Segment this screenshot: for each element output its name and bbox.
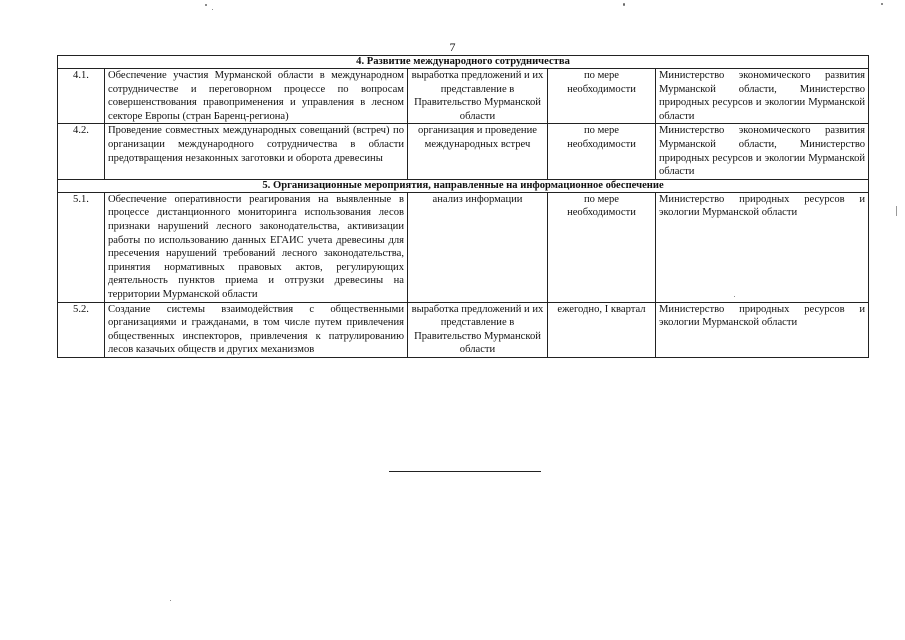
end-of-document-line [389, 471, 541, 472]
scan-speck [734, 296, 735, 297]
scan-speck [896, 206, 897, 216]
row-responsible: Министерство экономического развития Мурманской области, Министерство природных ресурсов и экологии Мурманской области [656, 124, 869, 179]
row-description: Обеспечение участия Мурманской области в международном сотрудничестве и переговорном процессе по вопросам совершенствования правоприменения и управления в лесном секторе Европы (стран Баренц-региона) [105, 69, 408, 124]
row-result: анализ информации [408, 192, 548, 302]
section-header-row [58, 179, 869, 192]
table-row [58, 69, 869, 124]
scan-speck [881, 3, 883, 5]
scan-speck [212, 9, 213, 10]
page-number: 7 [449, 40, 456, 54]
row-deadline: по мере необходимости [548, 192, 656, 302]
section-header-row [58, 56, 869, 69]
row-number: 4.1. [58, 69, 105, 124]
row-responsible: Министерство природных ресурсов и экологии Мурманской области [656, 192, 869, 302]
row-deadline: ежегодно, I квартал [548, 302, 656, 357]
row-result: выработка предложений и их представление в Правительство Мурманской области [408, 69, 548, 124]
row-number: 5.1. [58, 192, 105, 302]
row-result: выработка предложений и их представление в Правительство Мурманской области [408, 302, 548, 357]
row-result: организация и проведение международных встреч [408, 124, 548, 179]
row-deadline: по мере необходимости [548, 124, 656, 179]
measures-table [57, 55, 869, 358]
row-description: Проведение совместных международных совещаний (встреч) по организации международного сотрудничества в области предотвращения незаконных заготовки и оборота древесины [105, 124, 408, 179]
scan-speck [205, 4, 207, 6]
row-description: Создание системы взаимодействия с общественными организациями и гражданами, в том числе путем привлечения общественных инспекторов, привлечения к патрулированию лесов казачьих обществ и других механизмов [105, 302, 408, 357]
row-responsible: Министерство экономического развития Мурманской области, Министерство природных ресурсов и экологии Мурманской области [656, 69, 869, 124]
row-number: 5.2. [58, 302, 105, 357]
scan-speck [170, 600, 171, 601]
table-row [58, 302, 869, 357]
table-row [58, 192, 869, 302]
row-description: Обеспечение оперативности реагирования на выявленные в процессе дистанционного мониторинга использования лесов признаки нарушений лесного законодательства, активизации работы по использованию данных ЕГАИС учета древесины для пресечения нарушений требований лесного законодательства, принятия нормативных правовых актов, регулирующих деятельность пунктов приема и отгрузки древесины на территории Мурманской области [105, 192, 408, 302]
row-number: 4.2. [58, 124, 105, 179]
row-deadline: по мере необходимости [548, 69, 656, 124]
section-title: 5. Организационные мероприятия, направленные на информационное обеспечение [58, 179, 869, 192]
section-title: 4. Развитие международного сотрудничества [58, 56, 869, 69]
row-responsible: Министерство природных ресурсов и экологии Мурманской области [656, 302, 869, 357]
table-row [58, 124, 869, 179]
scan-speck [623, 3, 625, 6]
